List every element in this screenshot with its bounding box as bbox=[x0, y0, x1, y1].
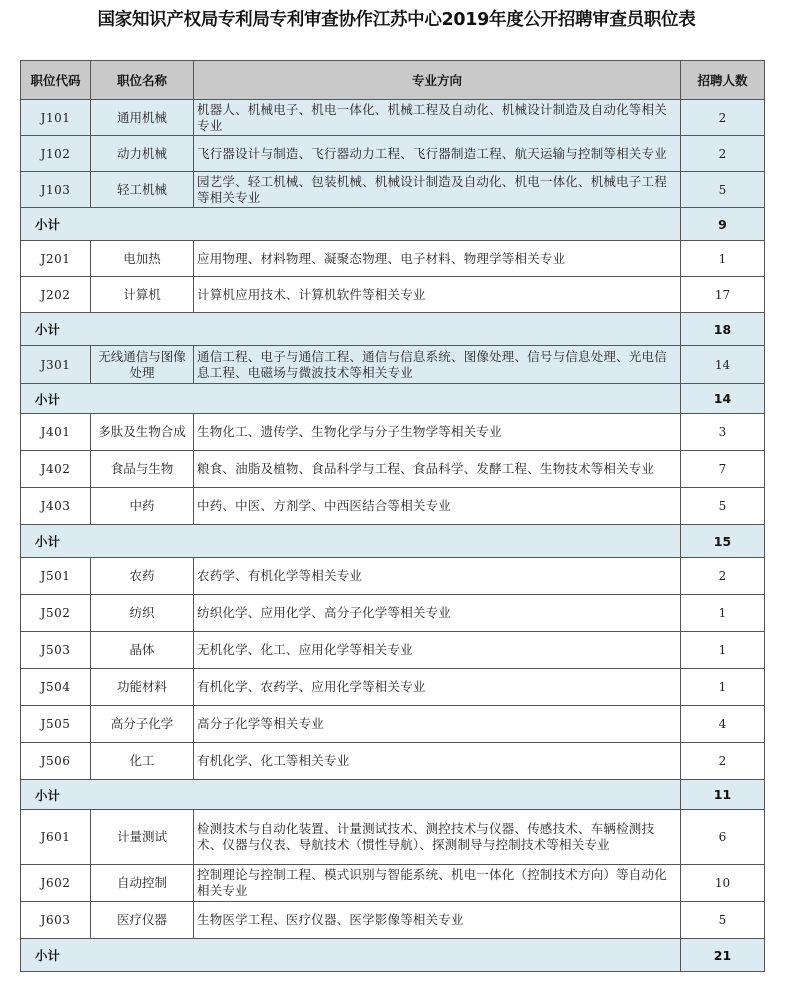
table-row bbox=[21, 902, 765, 939]
position-count: 3 bbox=[681, 414, 765, 451]
position-count: 4 bbox=[681, 706, 765, 743]
position-major: 检测技术与自动化装置、计量测试技术、测控技术与仪器、传感技术、车辆检测技术、仪器与仪表、导航技术（惯性导航）、探测制导与控制技术等相关专业 bbox=[194, 810, 681, 865]
position-major: 有机化学、化工等相关专业 bbox=[194, 743, 681, 780]
subtotal-count: 9 bbox=[681, 208, 765, 241]
table-row bbox=[21, 706, 765, 743]
position-code: J501 bbox=[21, 558, 91, 595]
subtotal-label: 小计 bbox=[21, 313, 681, 346]
table-header-row bbox=[21, 61, 765, 100]
position-name: 农药 bbox=[91, 558, 194, 595]
subtotal-row bbox=[21, 384, 765, 414]
position-name: 晶体 bbox=[91, 632, 194, 669]
position-code: J401 bbox=[21, 414, 91, 451]
position-major: 计算机应用技术、计算机软件等相关专业 bbox=[194, 277, 681, 313]
position-major: 农药学、有机化学等相关专业 bbox=[194, 558, 681, 595]
position-major: 中药、中医、方剂学、中西医结合等相关专业 bbox=[194, 488, 681, 525]
position-major: 高分子化学等相关专业 bbox=[194, 706, 681, 743]
position-count: 1 bbox=[681, 669, 765, 706]
position-name: 功能材料 bbox=[91, 669, 194, 706]
position-count: 10 bbox=[681, 865, 765, 902]
table-row bbox=[21, 669, 765, 706]
position-name: 动力机械 bbox=[91, 136, 194, 172]
table-row bbox=[21, 558, 765, 595]
position-name: 多肽及生物合成 bbox=[91, 414, 194, 451]
table-row bbox=[21, 277, 765, 313]
position-code: J505 bbox=[21, 706, 91, 743]
subtotal-label: 小计 bbox=[21, 384, 681, 414]
table-row bbox=[21, 810, 765, 865]
position-code: J202 bbox=[21, 277, 91, 313]
subtotal-label: 小计 bbox=[21, 208, 681, 241]
position-major: 机器人、机械电子、机电一体化、机械工程及自动化、机械设计制造及自动化等相关专业 bbox=[194, 100, 681, 136]
position-count: 5 bbox=[681, 902, 765, 939]
position-code: J403 bbox=[21, 488, 91, 525]
subtotal-count: 11 bbox=[681, 780, 765, 810]
position-name: 计算机 bbox=[91, 277, 194, 313]
table-row bbox=[21, 346, 765, 384]
subtotal-label: 小计 bbox=[21, 780, 681, 810]
subtotal-count: 21 bbox=[681, 939, 765, 972]
position-name: 化工 bbox=[91, 743, 194, 780]
position-code: J101 bbox=[21, 100, 91, 136]
position-code: J506 bbox=[21, 743, 91, 780]
subtotal-label: 小计 bbox=[21, 525, 681, 558]
position-major: 生物医学工程、医疗仪器、医学影像等相关专业 bbox=[194, 902, 681, 939]
subtotal-count: 18 bbox=[681, 313, 765, 346]
table-row bbox=[21, 865, 765, 902]
position-code: J103 bbox=[21, 172, 91, 208]
position-count: 17 bbox=[681, 277, 765, 313]
positions-table bbox=[20, 60, 765, 972]
position-code: J601 bbox=[21, 810, 91, 865]
position-name: 计量测试 bbox=[91, 810, 194, 865]
position-major: 生物化工、遗传学、生物化学与分子生物学等相关专业 bbox=[194, 414, 681, 451]
position-major: 飞行器设计与制造、飞行器动力工程、飞行器制造工程、航天运输与控制等相关专业 bbox=[194, 136, 681, 172]
table-row bbox=[21, 414, 765, 451]
header-code: 职位代码 bbox=[21, 61, 91, 100]
position-major: 有机化学、农药学、应用化学等相关专业 bbox=[194, 669, 681, 706]
position-count: 1 bbox=[681, 595, 765, 632]
position-major: 无机化学、化工、应用化学等相关专业 bbox=[194, 632, 681, 669]
position-count: 7 bbox=[681, 451, 765, 488]
position-major: 应用物理、材料物理、凝聚态物理、电子材料、物理学等相关专业 bbox=[194, 241, 681, 277]
position-count: 2 bbox=[681, 136, 765, 172]
page-title: 国家知识产权局专利局专利审查协作江苏中心2019年度公开招聘审查员职位表 bbox=[97, 10, 696, 30]
position-count: 6 bbox=[681, 810, 765, 865]
position-count: 5 bbox=[681, 172, 765, 208]
position-major: 控制理论与控制工程、模式识别与智能系统、机电一体化（控制技术方向）等自动化相关专业 bbox=[194, 865, 681, 902]
position-code: J402 bbox=[21, 451, 91, 488]
position-name: 中药 bbox=[91, 488, 194, 525]
position-major: 园艺学、轻工机械、包装机械、机械设计制造及自动化、机电一体化、机械电子工程等相关专业 bbox=[194, 172, 681, 208]
subtotal-count: 15 bbox=[681, 525, 765, 558]
position-code: J603 bbox=[21, 902, 91, 939]
table-row bbox=[21, 172, 765, 208]
table-row bbox=[21, 241, 765, 277]
position-code: J102 bbox=[21, 136, 91, 172]
table-row bbox=[21, 632, 765, 669]
header-major: 专业方向 bbox=[194, 61, 681, 100]
position-count: 14 bbox=[681, 346, 765, 384]
position-count: 2 bbox=[681, 743, 765, 780]
position-major: 通信工程、电子与通信工程、通信与信息系统、图像处理、信号与信息处理、光电信息工程、电磁场与微波技术等相关专业 bbox=[194, 346, 681, 384]
table-row bbox=[21, 488, 765, 525]
position-count: 1 bbox=[681, 632, 765, 669]
subtotal-label: 小计 bbox=[21, 939, 681, 972]
position-name: 高分子化学 bbox=[91, 706, 194, 743]
position-name: 自动控制 bbox=[91, 865, 194, 902]
subtotal-row bbox=[21, 208, 765, 241]
position-major: 纺织化学、应用化学、高分子化学等相关专业 bbox=[194, 595, 681, 632]
position-code: J502 bbox=[21, 595, 91, 632]
header-count: 招聘人数 bbox=[681, 61, 765, 100]
position-count: 2 bbox=[681, 100, 765, 136]
table-row bbox=[21, 595, 765, 632]
position-count: 1 bbox=[681, 241, 765, 277]
position-name: 电加热 bbox=[91, 241, 194, 277]
table-row bbox=[21, 451, 765, 488]
table-row bbox=[21, 100, 765, 136]
position-name: 医疗仪器 bbox=[91, 902, 194, 939]
position-name: 食品与生物 bbox=[91, 451, 194, 488]
subtotal-row bbox=[21, 313, 765, 346]
header-name: 职位名称 bbox=[91, 61, 194, 100]
position-code: J201 bbox=[21, 241, 91, 277]
subtotal-count: 14 bbox=[681, 384, 765, 414]
position-code: J503 bbox=[21, 632, 91, 669]
position-name: 通用机械 bbox=[91, 100, 194, 136]
table-body bbox=[21, 100, 765, 972]
position-code: J602 bbox=[21, 865, 91, 902]
subtotal-row bbox=[21, 780, 765, 810]
position-name: 纺织 bbox=[91, 595, 194, 632]
subtotal-row bbox=[21, 939, 765, 972]
position-count: 2 bbox=[681, 558, 765, 595]
table-row bbox=[21, 136, 765, 172]
table-row bbox=[21, 743, 765, 780]
position-name: 轻工机械 bbox=[91, 172, 194, 208]
position-code: J504 bbox=[21, 669, 91, 706]
position-major: 粮食、油脂及植物、食品科学与工程、食品科学、发酵工程、生物技术等相关专业 bbox=[194, 451, 681, 488]
position-code: J301 bbox=[21, 346, 91, 384]
position-name: 无线通信与图像处理 bbox=[91, 346, 194, 384]
position-count: 5 bbox=[681, 488, 765, 525]
subtotal-row bbox=[21, 525, 765, 558]
